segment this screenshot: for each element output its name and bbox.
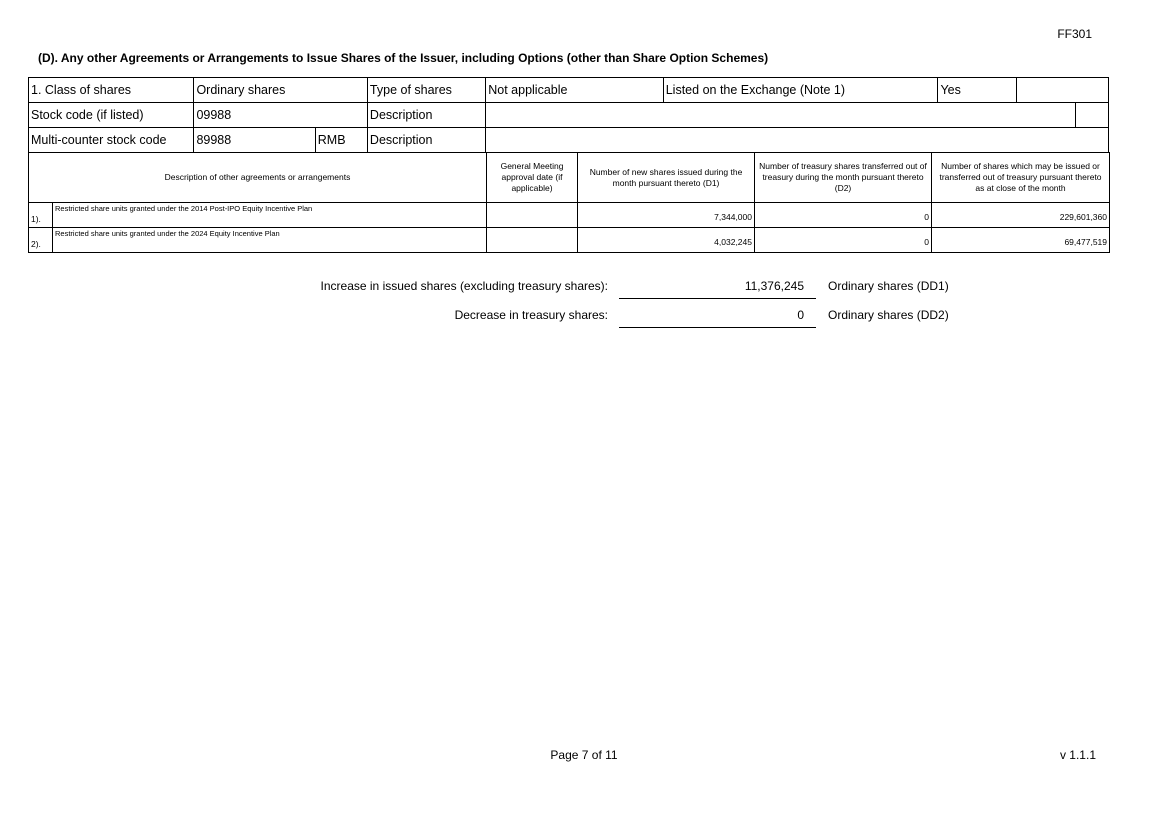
section-title: (D). Any other Agreements or Arrangements to Issue Shares of the Issuer, including Options (other than Share Option Schemes): [38, 51, 769, 65]
row-treasury-out: 0: [755, 228, 932, 253]
stock-code-value: 09988: [194, 103, 367, 128]
header-approval-date: General Meeting approval date (if applicable): [487, 153, 578, 203]
version: v 1.1.1: [1059, 748, 1096, 762]
increase-value: 11,376,245: [744, 279, 804, 293]
row-treasury-out: 0: [755, 203, 932, 228]
row-description: Restricted share units granted under the 2014 Post-IPO Equity Incentive Plan: [53, 203, 487, 228]
table-row: [29, 228, 1110, 253]
row-new-shares: 4,032,245: [578, 228, 755, 253]
row-new-shares: 7,344,000: [578, 203, 755, 228]
empty-cell: [1016, 78, 1108, 103]
header-may-be-issued: Number of shares which may be issued or transferred out of treasury pursuant thereto as at close of the month: [932, 153, 1110, 203]
multi-counter-row: [29, 128, 1109, 153]
row-may-be-issued: 229,601,360: [932, 203, 1110, 228]
row-index: 1).: [29, 203, 53, 228]
increase-underline: [619, 298, 816, 299]
listed-value: Yes: [938, 78, 1016, 103]
decrease-underline: [619, 327, 816, 328]
table-row: [29, 203, 1110, 228]
multi-counter-label: Multi-counter stock code: [29, 128, 194, 153]
description-label: Description: [367, 128, 485, 153]
row-description: Restricted share units granted under the 2024 Equity Incentive Plan: [53, 228, 487, 253]
description-value: [486, 128, 1109, 153]
header-description: Description of other agreements or arrangements: [29, 153, 487, 203]
type-value: Not applicable: [486, 78, 663, 103]
type-label: Type of shares: [367, 78, 485, 103]
empty-cell: [1075, 103, 1108, 128]
decrease-unit: Ordinary shares (DD2): [828, 308, 949, 322]
class-value: Ordinary shares: [194, 78, 367, 103]
decrease-value: 0: [797, 308, 804, 322]
header-row: [29, 153, 1110, 203]
row-approval-date: [487, 203, 578, 228]
stock-code-row: [29, 103, 1109, 128]
header-treasury-out: Number of treasury shares transferred out of treasury during the month pursuant thereto (D2): [755, 153, 932, 203]
form-code: FF301: [1057, 27, 1092, 41]
decrease-label: Decrease in treasury shares:: [454, 308, 608, 322]
multi-counter-value: 89988: [194, 128, 315, 153]
description-label: Description: [367, 103, 485, 128]
arrangements-table: [28, 152, 1110, 253]
class-label: 1. Class of shares: [29, 78, 194, 103]
currency: RMB: [315, 128, 367, 153]
description-value: [486, 103, 1076, 128]
stock-code-label: Stock code (if listed): [29, 103, 194, 128]
increase-unit: Ordinary shares (DD1): [828, 279, 949, 293]
listed-label: Listed on the Exchange (Note 1): [663, 78, 938, 103]
share-info-table: [28, 77, 1109, 153]
header-new-shares: Number of new shares issued during the month pursuant thereto (D1): [578, 153, 755, 203]
row-may-be-issued: 69,477,519: [932, 228, 1110, 253]
increase-label: Increase in issued shares (excluding treasury shares):: [320, 279, 608, 293]
class-row: [29, 78, 1109, 103]
row-index: 2).: [29, 228, 53, 253]
row-approval-date: [487, 228, 578, 253]
page-number: Page 7 of 11: [550, 748, 618, 762]
